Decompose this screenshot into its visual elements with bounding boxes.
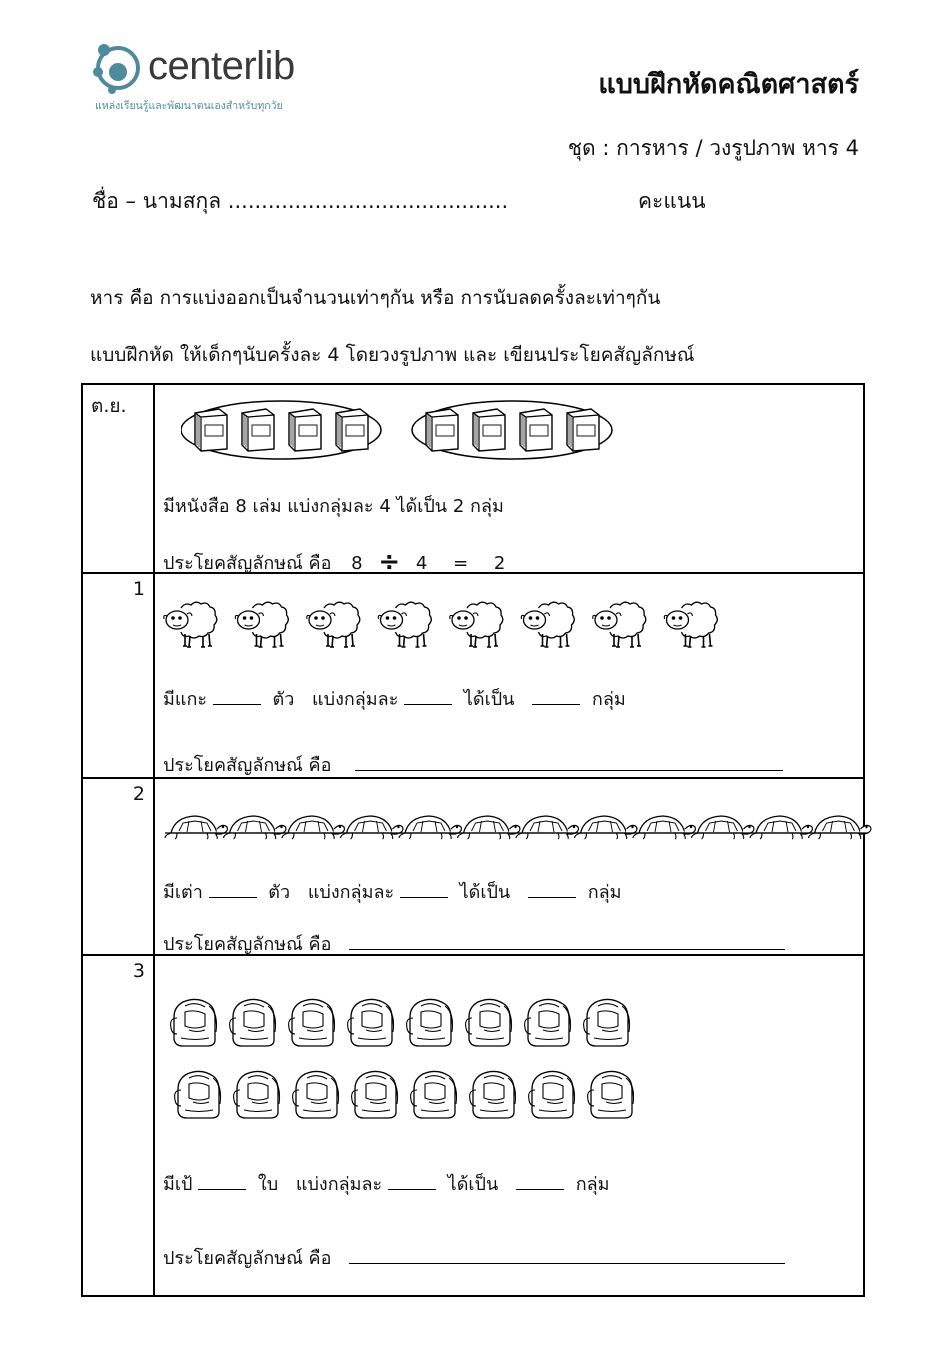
brand-name: centerlib [148,44,295,88]
score-label: คะแนน [638,189,706,213]
book-icon [473,409,505,451]
item-prefix: มีแกะ [163,689,208,710]
equals-sign: = [453,553,469,574]
result-label: ได้เป็น [459,882,511,903]
answer-blank-group[interactable] [400,897,448,898]
exercise-row-1 [82,573,864,778]
group-label: แบ่งกลุ่มละ [295,1174,383,1195]
exercise-sentence [163,877,622,906]
backpack-icon [525,999,571,1046]
answer-blank-count[interactable] [198,1189,246,1190]
sheep-icon [664,602,717,647]
symbolic-label: ประโยคสัญลักษณ์ คือ [163,755,332,776]
sheep-icon [593,602,646,647]
result-label: ได้เป็น [463,689,515,710]
symbolic-label: ประโยคสัญลักษณ์ คือ [163,934,332,955]
backpack-icon [230,999,276,1046]
answer-blank-result[interactable] [516,1189,564,1190]
answer-blank-result[interactable] [532,704,580,705]
sheep-icon [307,602,360,647]
exercise-sentence [163,684,626,713]
definition-text: หาร คือ การแบ่งออกเป็นจำนวนเท่าๆกัน หรือ การนับลดครั้งละเท่าๆกัน [90,287,661,309]
answer-blank-count[interactable] [213,704,261,705]
backpack-icon [234,1071,280,1118]
backpack-icon [407,999,453,1046]
turtle-icon [399,816,461,839]
instruction-text: แบบฝึกหัด ให้เด็กๆนับครั้งละ 4 โดยวงรูปภาพ และ เขียนประโยคสัญลักษณ์ [90,344,695,366]
group-unit: กลุ่ม [575,1174,610,1195]
item-unit: ตัว [272,689,295,710]
quotient: 2 [493,553,506,574]
backpack-icon [352,1071,398,1118]
symbolic-answer-line[interactable] [349,1263,785,1264]
turtle-icon [750,816,812,839]
symbolic-answer-line[interactable] [349,949,785,950]
turtle-icon [633,816,695,839]
backpack-icon [588,1071,634,1118]
divide-sign: ÷ [378,547,401,577]
sheep-icon [164,602,217,647]
turtle-images [163,809,873,843]
turtle-icon [516,816,578,839]
example-sentence: มีหนังสือ 8 เล่ม แบ่งกลุ่มละ 4 ได้เป็น 2 กลุ่ม [163,496,504,517]
exercise-cell [154,778,864,955]
brand-logo [92,42,144,98]
sheep-icon [521,602,574,647]
example-symbolic [163,547,505,577]
backpack-icon [175,1071,221,1118]
backpack-icon [171,999,217,1046]
backpack-icon [584,999,630,1046]
book-icon [336,409,368,451]
exercise-symbolic [163,1243,785,1272]
item-prefix: มีเต่า [163,882,203,903]
name-label: ชื่อ – นามสกุล [92,189,222,213]
worksheet-subtitle: ชุด : การหาร / วงรูปภาพ หาร 4 [567,136,859,160]
exercise-cell [154,573,864,778]
result-label: ได้เป็น [447,1174,499,1195]
dividend: 8 [351,553,363,574]
turtle-icon [282,816,344,839]
turtle-icon [224,816,286,839]
logo-icon [92,42,144,94]
sheep-icon [235,602,288,647]
book-icon [520,409,552,451]
item-unit: ตัว [268,882,291,903]
name-field [92,185,508,218]
item-prefix: มีเป้ [163,1174,193,1195]
book-icon [195,409,227,451]
backpack-icon [293,1071,339,1118]
book-icon [426,409,458,451]
turtle-icon [692,816,754,839]
book-icon [289,409,321,451]
backpack-icon [289,999,335,1046]
turtle-icon [341,816,403,839]
exercise-row-3 [82,955,864,1296]
name-dots: .......................................... [227,189,509,213]
answer-blank-group[interactable] [404,704,452,705]
backpack-icon [470,1071,516,1118]
exercise-cell [154,955,864,1296]
divisor: 4 [415,553,428,574]
book-icon [567,409,599,451]
backpack-icon [529,1071,575,1118]
turtle-icon [575,816,637,839]
symbolic-answer-line[interactable] [355,770,783,771]
exercise-sentence [163,1169,610,1198]
example-label: ต.ย. [82,384,154,573]
backpack-images [169,998,649,1128]
answer-blank-result[interactable] [528,897,576,898]
exercise-symbolic [163,750,783,779]
exercise-number: 3 [82,955,154,1296]
sheep-icon [450,602,503,647]
book-icon [242,409,274,451]
group-unit: กลุ่ม [591,689,626,710]
backpack-icon [466,999,512,1046]
exercise-number: 2 [82,778,154,955]
group-unit: กลุ่ม [587,882,622,903]
exercise-row-2 [82,778,864,955]
backpack-icon [411,1071,457,1118]
backpack-icon [348,999,394,1046]
example-row [82,384,864,573]
turtle-icon [458,816,520,839]
sheep-icon [378,602,431,647]
exercise-number: 1 [82,573,154,778]
worksheet-table [81,383,865,1297]
answer-blank-group[interactable] [388,1189,436,1190]
turtle-icon [809,816,871,839]
example-books [181,397,651,463]
symbolic-label: ประโยคสัญลักษณ์ คือ [163,553,332,574]
item-unit: ใบ [257,1174,279,1195]
group-label: แบ่งกลุ่มละ [307,882,395,903]
symbolic-label: ประโยคสัญลักษณ์ คือ [163,1248,332,1269]
exercise-symbolic [163,929,785,958]
page-title: แบบฝึกหัดคณิตศาสตร์ [598,69,859,100]
example-cell [154,384,864,577]
turtle-icon [165,816,227,839]
brand-tagline: แหล่งเรียนรู้และพัฒนาตนเองสำหรับทุกวัย [95,100,283,112]
group-label: แบ่งกลุ่มละ [312,689,399,710]
sheep-images [163,594,743,654]
answer-blank-count[interactable] [209,897,257,898]
